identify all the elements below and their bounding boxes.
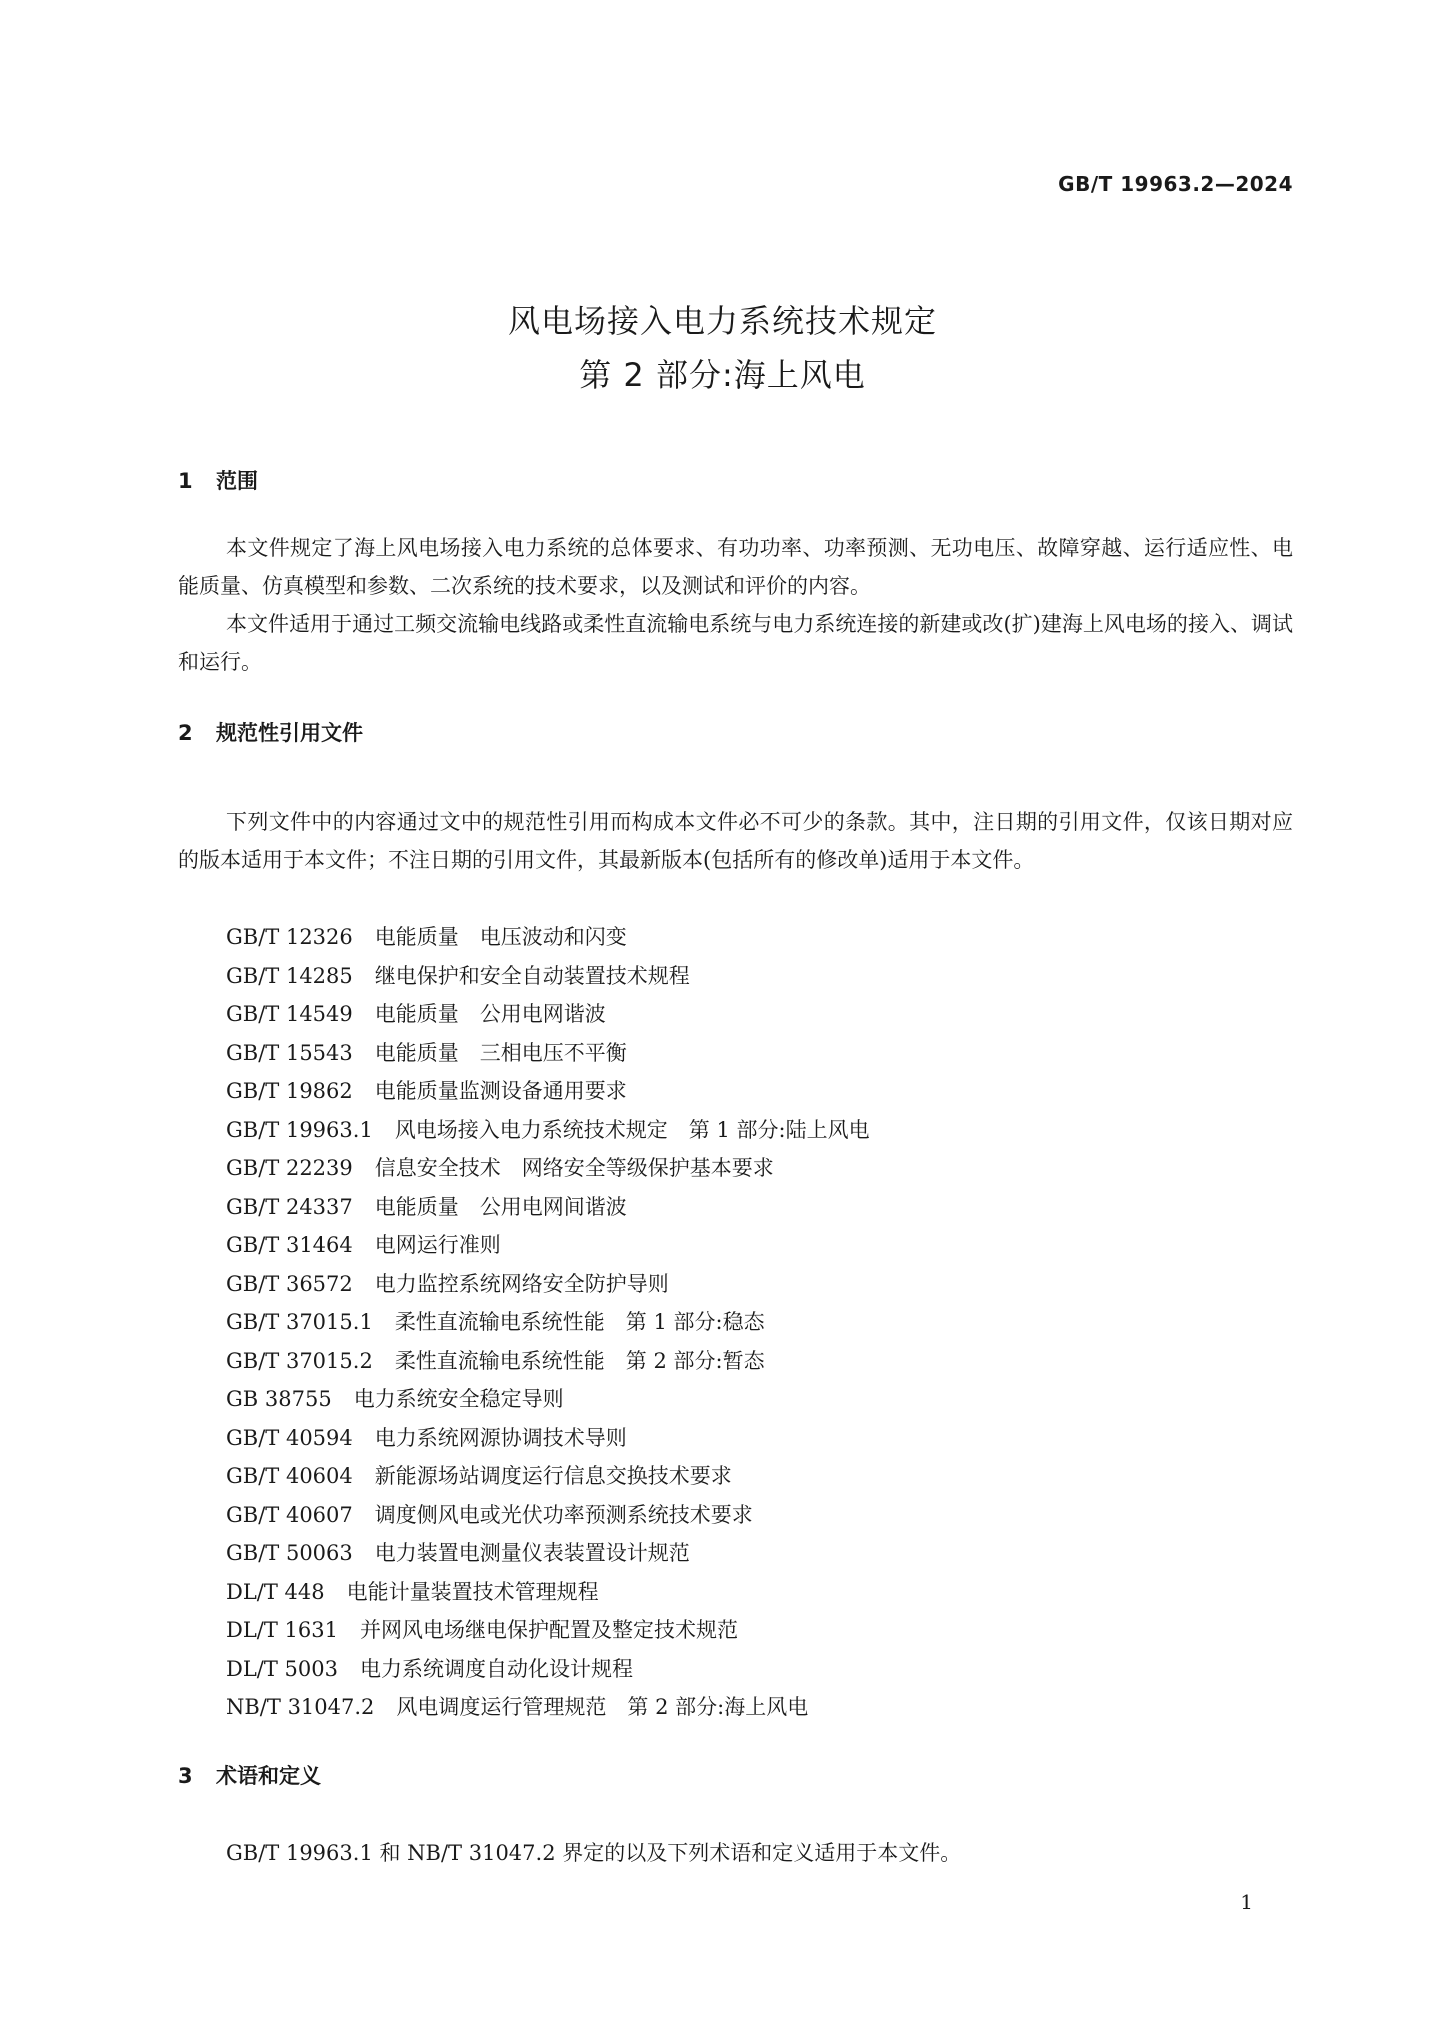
reference-title: 柔性直流输电系统性能 第 2 部分:暂态 (394, 1348, 765, 1373)
reference-code: GB/T 15543 (226, 1040, 353, 1065)
section-number: 1 (178, 469, 193, 493)
document-subtitle: 第 2 部分:海上风电 (579, 356, 866, 394)
reference-code: GB 38755 (226, 1387, 332, 1411)
reference-code: GB/T 40594 (226, 1425, 353, 1450)
reference-item (226, 1111, 870, 1150)
reference-title: 并网风电场继电保护配置及整定技术规范 (359, 1618, 738, 1642)
reference-item (226, 1380, 870, 1419)
reference-title: 电能质量 公用电网间谐波 (374, 1194, 627, 1219)
page-number: 1 (1240, 1890, 1253, 1914)
reference-code: GB/T 37015.1 (226, 1310, 373, 1334)
document-title: 风电场接入电力系统技术规定 (507, 302, 937, 340)
reference-code: DL/T 5003 (226, 1656, 338, 1681)
reference-item (226, 1034, 870, 1073)
reference-code: GB/T 22239 (226, 1156, 353, 1180)
reference-title: 电力装置电测量仪表装置设计规范 (374, 1541, 690, 1565)
reference-item (226, 1265, 870, 1304)
reference-title: 电能质量 电压波动和闪变 (374, 925, 627, 949)
reference-title: 电力系统网源协调技术导则 (374, 1425, 627, 1450)
reference-title: 电力系统调度自动化设计规程 (359, 1656, 633, 1681)
section-heading-terms-and-definitions (178, 1760, 321, 1790)
reference-item (226, 1457, 870, 1496)
reference-item (226, 1188, 870, 1227)
reference-title: 电能质量 公用电网谐波 (374, 1002, 606, 1026)
reference-code: GB/T 36572 (226, 1271, 353, 1296)
section-number: 3 (178, 1764, 193, 1788)
reference-title: 电力系统安全稳定导则 (353, 1387, 564, 1411)
reference-list (226, 918, 870, 1727)
reference-item (226, 995, 870, 1034)
reference-code: GB/T 14285 (226, 963, 353, 988)
reference-code: GB/T 37015.2 (226, 1348, 373, 1373)
reference-item (226, 1573, 870, 1612)
section-title: 规范性引用文件 (216, 721, 363, 745)
reference-item (226, 1072, 870, 1111)
reference-item (226, 1688, 870, 1727)
reference-title: 电网运行准则 (374, 1233, 501, 1257)
reference-item (226, 1611, 870, 1650)
reference-code: GB/T 31464 (226, 1233, 353, 1257)
reference-title: 电力监控系统网络安全防护导则 (374, 1271, 669, 1296)
reference-item (226, 957, 870, 996)
reference-title: 柔性直流输电系统性能 第 1 部分:稳态 (394, 1310, 765, 1334)
standard-code: GB/T 19963.2—2024 (1058, 172, 1293, 196)
paragraph: 下列文件中的内容通过文中的规范性引用而构成本文件必不可少的条款。其中，注日期的引用文件，仅该日期对应的版本适用于本文件；不注日期的引用文件，其最新版本(包括所有的修改单)适用于本文件。 (178, 810, 1293, 872)
reference-code: GB/T 19862 (226, 1079, 353, 1103)
reference-item (226, 1226, 870, 1265)
reference-title: 新能源场站调度运行信息交换技术要求 (374, 1464, 732, 1488)
section-heading-scope (178, 465, 258, 495)
reference-item (226, 1303, 870, 1342)
reference-code: GB/T 14549 (226, 1002, 353, 1026)
reference-item (226, 918, 870, 957)
reference-title: 电能质量监测设备通用要求 (374, 1079, 627, 1103)
reference-item (226, 1149, 870, 1188)
paragraph: 本文件适用于通过工频交流输电线路或柔性直流输电系统与电力系统连接的新建或改(扩)建海上风电场的接入、调试和运行。 (178, 612, 1293, 674)
reference-code: DL/T 1631 (226, 1618, 338, 1642)
reference-code: GB/T 19963.1 (226, 1117, 373, 1142)
reference-code: GB/T 50063 (226, 1541, 353, 1565)
reference-title: 继电保护和安全自动装置技术规程 (374, 963, 690, 988)
reference-code: DL/T 448 (226, 1579, 325, 1604)
reference-item (226, 1419, 870, 1458)
section-title: 范围 (216, 469, 258, 493)
reference-item (226, 1534, 870, 1573)
reference-item (226, 1650, 870, 1689)
reference-code: GB/T 40604 (226, 1464, 353, 1488)
reference-title: 信息安全技术 网络安全等级保护基本要求 (374, 1156, 774, 1180)
reference-code: GB/T 24337 (226, 1194, 353, 1219)
section-title: 术语和定义 (216, 1764, 321, 1788)
section-heading-normative-references (178, 717, 363, 747)
section-number: 2 (178, 721, 193, 745)
paragraph: 本文件规定了海上风电场接入电力系统的总体要求、有功功率、功率预测、无功电压、故障穿越、运行适应性、电能质量、仿真模型和参数、二次系统的技术要求，以及测试和评价的内容。 (178, 536, 1293, 598)
reference-title: 风电调度运行管理规范 第 2 部分:海上风电 (396, 1695, 809, 1719)
paragraph: GB/T 19963.1 和 NB/T 31047.2 界定的以及下列术语和定义适用于本文件。 (226, 1841, 962, 1865)
reference-code: GB/T 12326 (226, 925, 353, 949)
reference-code: NB/T 31047.2 (226, 1695, 375, 1719)
reference-title: 电能计量装置技术管理规程 (346, 1579, 599, 1604)
reference-title: 电能质量 三相电压不平衡 (374, 1040, 627, 1065)
reference-code: GB/T 40607 (226, 1502, 353, 1527)
reference-item (226, 1496, 870, 1535)
reference-title: 风电场接入电力系统技术规定 第 1 部分:陆上风电 (394, 1117, 870, 1142)
reference-item (226, 1342, 870, 1381)
reference-title: 调度侧风电或光伏功率预测系统技术要求 (374, 1502, 753, 1527)
